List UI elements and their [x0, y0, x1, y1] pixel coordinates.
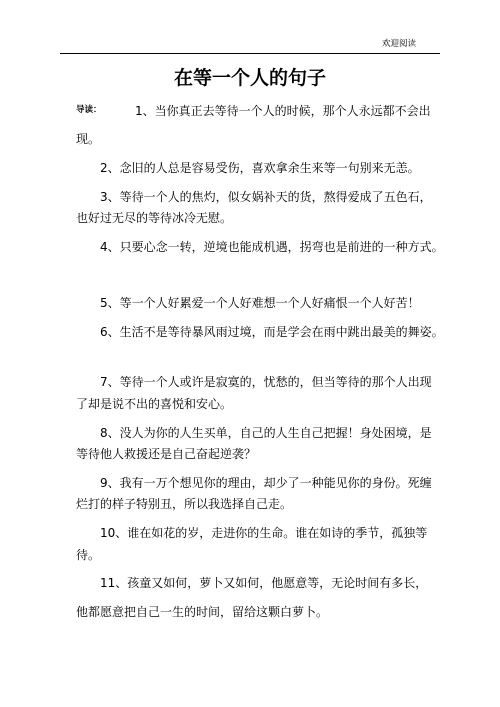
text-line: 烂打的样子特别丑，所以我选择自己走。 [76, 497, 293, 511]
text-line: 5、等一个人好累爱一个人好难想一个人好痛恨一个人好苦！ [100, 296, 420, 310]
text-line: 3、等待一个人的焦灼，似女娲补天的货，熬得爱成了五色石， [100, 190, 432, 204]
header-note: 欢迎阅读 [382, 39, 417, 49]
text-line: 11、孩童又如何，萝卜又如何，他愿意等，无论时间有多长， [100, 576, 428, 590]
text-line: 9、我有一万个想见你的理由，却少了一种能见你的身份。死缠 [100, 476, 432, 490]
text-line: 6、生活不是等待暴风雨过境，而是学会在雨中跳出最美的舞姿。 [100, 325, 444, 339]
text-line: 他都愿意把自己一生的时间，留给这颗白萝卜。 [76, 605, 329, 619]
text-line: 2、念旧的人总是容易受伤，喜欢拿余生来等一句别来无恙。 [100, 161, 420, 175]
lead-label: 导读： [76, 105, 102, 115]
text-line: 1、当你真正去等待一个人的时候，那个人永远都不会出 [135, 104, 431, 118]
text-line: 4、只要心念一转，逆境也能成机遇，拐弯也是前进的一种方式。 [100, 240, 444, 254]
text-line: 10、谁在如花的岁，走进你的生命。谁在如诗的季节，孤独等 [100, 526, 428, 540]
text-line: 等待他人救援还是自己奋起逆袭？ [76, 447, 257, 461]
text-line: 了却是说不出的喜悦和安心。 [76, 397, 233, 411]
text-line: 7、等待一个人或许是寂寞的，忧愁的，但当等待的那个人出现 [100, 375, 432, 389]
text-line: 待。 [76, 548, 101, 562]
page-title: 在等一个人的句子 [173, 67, 326, 89]
text-line: 8、没人为你的人生买单，自己的人生自己把握！身处困境，是 [100, 426, 432, 440]
header-divider [60, 53, 440, 54]
text-line: 也好过无尽的等待冰冷无慰。 [76, 211, 233, 225]
text-line: 现。 [76, 132, 101, 146]
